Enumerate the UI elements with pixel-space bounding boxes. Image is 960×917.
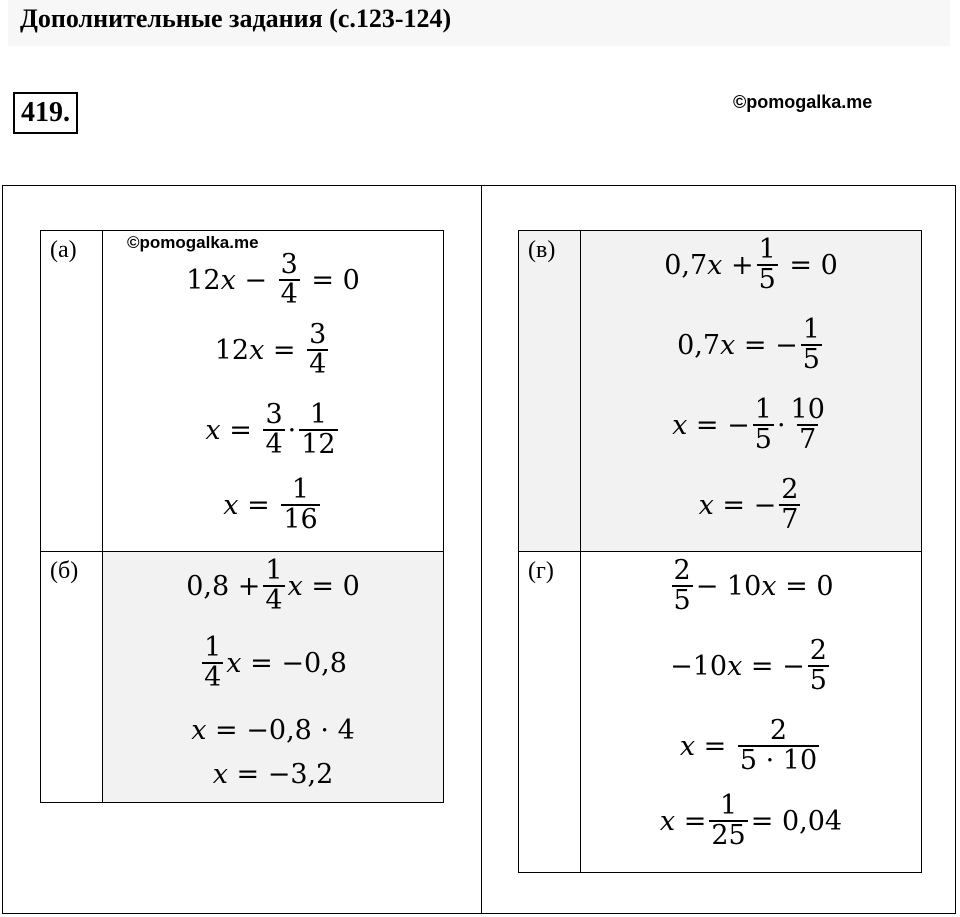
equation-line: x = − $\frac{2}{7}$ <box>698 474 799 536</box>
equation-line: x = − $\frac{1}{5}$ · $\frac{10}{7}$ <box>672 394 825 456</box>
fraction: $\frac{2}{5 \cdot 10}$ <box>739 715 818 777</box>
cell-a-label-column <box>41 231 103 551</box>
equation-line: x = $\frac{2}{5 \cdot 10}$ <box>679 715 818 777</box>
fraction: $\frac{1}{4}$ <box>204 632 222 694</box>
fraction: $\frac{3}{4}$ <box>309 319 327 381</box>
fraction: $\frac{1}{4}$ <box>265 555 283 617</box>
page-title: Дополнительные задания (с.123-124) <box>20 4 452 33</box>
cell-v <box>518 230 922 552</box>
cell-b-label: (б) <box>50 558 79 584</box>
cell-b-content <box>103 552 443 802</box>
fraction: $\frac{3}{4}$ <box>265 399 283 461</box>
cell-g-label: (г) <box>528 558 554 584</box>
cell-v-label: (в) <box>528 237 556 263</box>
equation-line: 12 x − $\frac{3}{4}$ = 0 <box>186 249 360 311</box>
equation-line: $\frac{1}{4}$ x = −0,8 <box>204 632 347 694</box>
equation-line: 0,7 x = − $\frac{1}{5}$ <box>677 314 820 376</box>
fraction: $\frac{2}{5}$ <box>809 635 827 697</box>
cell-a-label: (а) <box>50 237 77 263</box>
cell-a-content <box>103 231 443 551</box>
cell-b <box>40 551 444 803</box>
frame-divider <box>481 185 482 914</box>
equation-line: x = $\frac{3}{4}$ · $\frac{1}{12}$ <box>205 399 336 461</box>
equation-line: −10 x = − $\frac{2}{5}$ <box>670 635 827 697</box>
fraction: $\frac{2}{7}$ <box>781 474 799 536</box>
equation-line: x = $\frac{1}{25}$ = 0,04 <box>659 790 843 852</box>
fraction: $\frac{1}{5}$ <box>802 314 820 376</box>
equation-line: 0,8 + $\frac{1}{4}$ x = 0 <box>186 555 360 617</box>
cell-g-label-column <box>519 552 581 872</box>
cell-a <box>40 230 444 552</box>
fraction: $\frac{1}{5}$ <box>754 394 772 456</box>
task-number: 419. <box>13 92 78 134</box>
equation-line: x = −0,8 · 4 <box>191 715 355 746</box>
fraction: $\frac{1}{12}$ <box>301 399 336 461</box>
equation-line: x = −3,2 <box>212 759 334 790</box>
fraction: $\frac{1}{5}$ <box>758 234 776 296</box>
equation-line: 12 x = $\frac{3}{4}$ <box>214 319 327 381</box>
fraction: $\frac{1}{16}$ <box>283 474 318 536</box>
cell-g <box>518 551 922 873</box>
fraction: $\frac{2}{5}$ <box>673 555 691 617</box>
equation-line: x = $\frac{1}{16}$ <box>223 474 318 536</box>
cell-watermark: ©pomogalka.me <box>127 233 259 252</box>
fraction: $\frac{10}{7}$ <box>790 394 825 456</box>
equation-line: $\frac{2}{5}$ − 10 x = 0 <box>673 555 834 617</box>
fraction: $\frac{3}{4}$ <box>280 249 298 311</box>
cell-v-content <box>581 231 921 551</box>
cell-b-label-column <box>41 552 103 802</box>
cell-g-content <box>581 552 921 872</box>
page-header <box>8 0 950 46</box>
cell-v-label-column <box>519 231 581 551</box>
equation-line: 0,7 x + $\frac{1}{5}$ = 0 <box>664 234 838 296</box>
watermark: ©pomogalka.me <box>733 92 873 112</box>
fraction: $\frac{1}{25}$ <box>711 790 746 852</box>
